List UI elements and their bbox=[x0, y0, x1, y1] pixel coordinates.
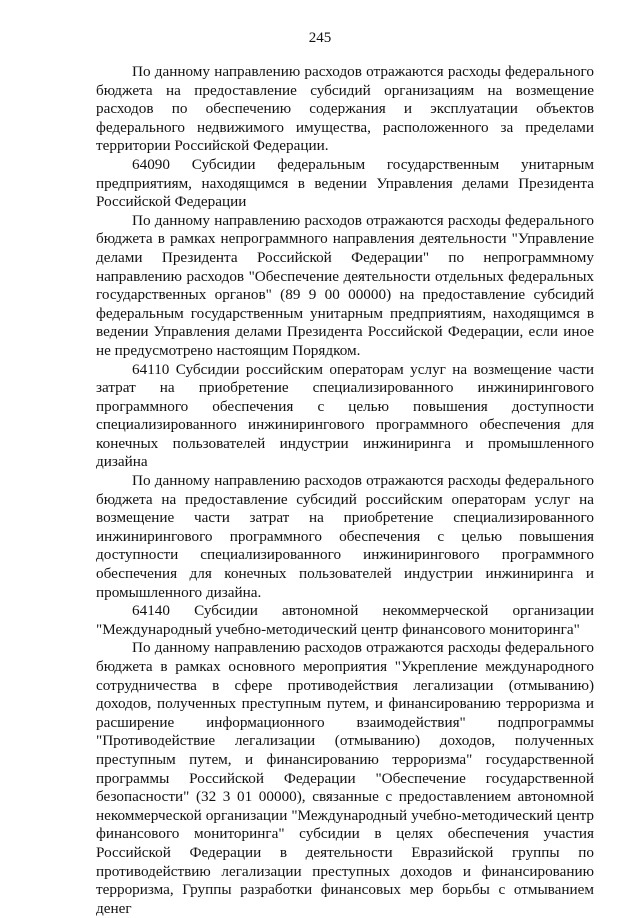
paragraph-7: По данному направлению расходов отражаются расходы федерального бюджета в рамках основного мероприятия "Укрепление международного сотрудничества в сфере противодействия легализации (отмыванию) доходов, полученных преступным путем, и финансированию терроризма и расширение информационного взаимодействия" подпрограммы "Противодействие легализации (отмыванию) доходов, полученных преступным путем, и финансированию терроризма" государственной программы Российской Федерации "Обеспечение государственной безопасности" (32 3 01 00000), связанные с предоставлением автономной некоммерческой организации "Международный учебно-методический центр финансового мониторинга" субсидии в целях обеспечения участия Российской Федерации в деятельности Евразийской группы по противодействию легализации преступных доходов и финансированию терроризма, Группы разработки финансовых мер борьбы с отмыванием денег bbox=[96, 639, 594, 917]
paragraph-4-heading-64110: 64110 Субсидии российским операторам услуг на возмещение части затрат на приобретение специализированного инжинирингового программного обеспечения с целью повышения доступности специализированного инжинирингового программного обеспечения для конечных пользователей индустрии инжиниринга и промышленного дизайна bbox=[96, 360, 594, 471]
paragraph-2-heading-64090: 64090 Субсидии федеральным государственным унитарным предприятиям, находящимся в ведении Управления делами Президента Российской Федерации bbox=[96, 155, 594, 211]
paragraph-6-heading-64140: 64140 Субсидии автономной некоммерческой организации "Международный учебно-методический центр финансового мониторинга" bbox=[96, 602, 594, 638]
paragraph-3: По данному направлению расходов отражаются расходы федерального бюджета в рамках непрограммного направления деятельности "Управление делами Президента Российской Федерации" по непрограммному направлению расходов "Обеспечение деятельности отдельных федеральных государственных органов" (89 9 00 00000) на предоставление субсидий федеральным государственным унитарным предприятиям, находящимся в ведении Управления делами Президента Российской Федерации, если иное не предусмотрено настоящим Порядком. bbox=[96, 211, 594, 359]
paragraph-1: По данному направлению расходов отражаются расходы федерального бюджета на предоставление субсидий организациям на возмещение расходов по обеспечению содержания и эксплуатации объектов федерального недвижимого имущества, расположенного за пределами территории Российской Федерации. bbox=[96, 63, 594, 155]
document-body bbox=[96, 63, 594, 918]
page-number: 245 bbox=[308, 30, 332, 46]
paragraph-5: По данному направлению расходов отражаются расходы федерального бюджета на предоставление субсидий российским операторам услуг на возмещение части затрат на приобретение специализированного инжинирингового программного обеспечения с целью повышения доступности специализированного инжинирингового программного обеспечения для конечных пользователей индустрии инжиниринга и промышленного дизайна. bbox=[96, 472, 594, 601]
